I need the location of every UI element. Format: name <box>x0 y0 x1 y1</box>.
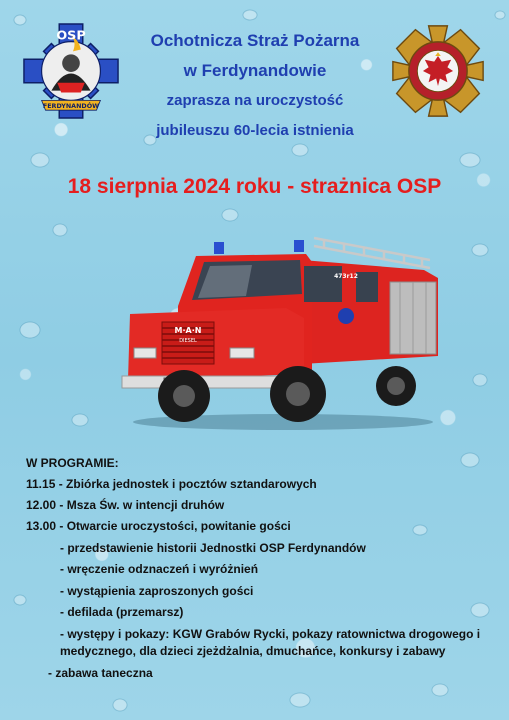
location-name: w Ferdynandowie <box>183 61 327 80</box>
svg-text:DIESEL: DIESEL <box>179 338 197 344</box>
osp-ferdynandow-badge-icon <box>22 22 120 120</box>
svg-text:M·A·N: M·A·N <box>174 326 202 335</box>
program-subitem: - defilada (przemarsz) <box>60 605 184 619</box>
fire-truck-image <box>118 232 444 444</box>
program-item: 13.00 - Otwarcie uroczystości, powitanie gości <box>26 519 291 533</box>
program-subitem: - wystąpienia zaproszonych gości <box>60 584 254 598</box>
organization-name: Ochotnicza Straż Pożarna <box>150 31 360 50</box>
event-date-headline: 18 sierpnia 2024 roku - strażnica OSP <box>67 175 442 198</box>
jubilee-line: jubileuszu 60-lecia istnienia <box>156 122 354 139</box>
program-subitem: - występy i pokazy: KGW Grabów Rycki, pokazy ratownictwa drogowego i medycznego, dla dzieci zjeżdżalnia, dmuchańce, konkursy i zabawy <box>60 627 481 658</box>
svg-text:FERDYNANDÓW: FERDYNANDÓW <box>42 102 100 111</box>
osp-eagle-cross-emblem-icon <box>390 24 486 118</box>
program-subitem: - wręczenie odznaczeń i wyróżnień <box>60 562 259 576</box>
svg-text:473r12: 473r12 <box>334 273 358 280</box>
program-item: 12.00 - Msza Św. w intencji druhów <box>26 498 225 512</box>
invitation-line: zaprasza na uroczystość <box>166 92 344 109</box>
program-closing-item: - zabawa taneczna <box>48 666 153 680</box>
program-subitem: - przedstawienie historii Jednostki OSP Ferdynandów <box>60 541 366 555</box>
header <box>120 26 390 146</box>
svg-text:OSP: OSP <box>56 28 86 44</box>
program-heading: W PROGRAMIE: <box>26 456 119 470</box>
program-item: 11.15 - Zbiórka jednostek i pocztów sztandarowych <box>26 477 317 491</box>
